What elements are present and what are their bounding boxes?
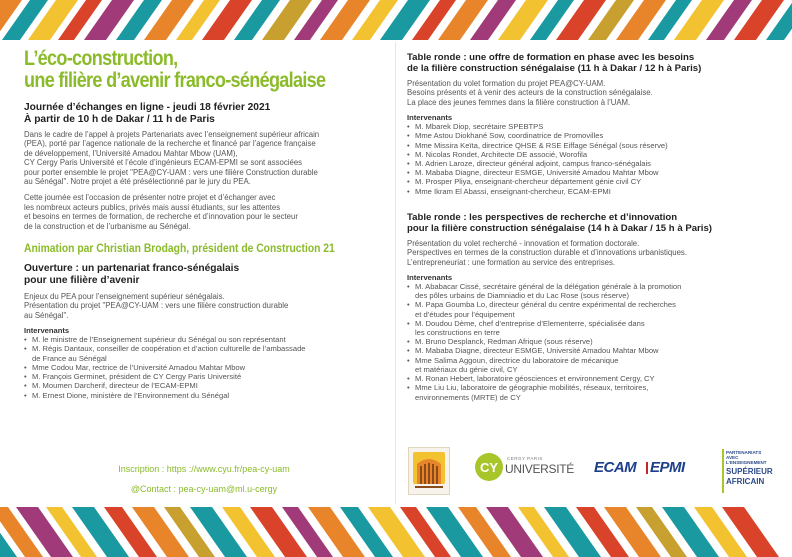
epmi-wordmark: EPMI <box>650 459 685 476</box>
list-item: • M. Moumen Darcherif, directeur de l’ECAM-EPMI <box>24 381 384 390</box>
list-item: • M. Mbarek Diop, secrétaire SPEBTPS <box>407 122 775 131</box>
cy-university-logo <box>474 452 578 482</box>
ecam-wordmark: ECAM <box>594 459 637 476</box>
pea-line4: SUPÉRIEUR <box>726 467 773 476</box>
inscription-link[interactable]: Inscription : https ://www.cyu.fr/pea-cy-uam <box>118 464 290 474</box>
pea-logo <box>722 449 772 495</box>
roundtable2-text: Présentation du volet recherché - innovation et formation doctorale. Perspectives en termes de la construction durable et d’innovations urbanistiques. L’entrepreneuriat : une formation au service des entreprises. <box>407 238 687 267</box>
event-title-line1: L’éco-construction, <box>24 47 178 70</box>
list-item: • Mme Missira Keïta, directrice QHSE & RSE Eiffage Sénégal (sous réserve) <box>407 141 775 150</box>
list-item: • M. Papa Goumba Lo, directeur général du centre expérimental de recherches et d’études pour l’équipement <box>407 300 775 318</box>
event-time: À partir de 10 h de Dakar / 11 h de Paris <box>24 114 215 125</box>
intro-paragraph-2: Cette journée est l’occasion de présenter notre projet et d’échanger avec les nombreux acteurs publics, privés mais aussi étudiants, sur les attentes et besoins en termes de formation, de recherche et d’innovation pour le secteur de la construction et de l’urbanisme au Sénégal. <box>24 193 298 231</box>
column-divider <box>395 42 396 504</box>
list-item: • M. Mababa Diagne, directeur ESMGE, Université Amadou Mahtar Mbow <box>407 168 775 177</box>
list-item: • M. Nicolas Rondet, Architecte DE associé, Worofila <box>407 150 775 159</box>
bottom-stripes <box>0 507 792 557</box>
intro-paragraph-1: Dans le cadre de l’appel à projets Partenariats avec l’enseignement supérieur africain (PEA), porté par l’agence nationale de la recherche et financé par l’agence française de développement, l’Université Amadou Mahtar Mbow (UAM), CY Cergy Paris Université et l’école d’ingénieurs ECAM-EPMI se sont associées pour porter ensemble le projet "PEA@CY-UAM : vers une filière Construction durable au Sénégal". Notre projet a été présélectionné par le jury du PEA. <box>24 130 320 187</box>
left-column <box>24 48 384 400</box>
pea-logo-bar <box>722 449 724 493</box>
ecam-separator <box>646 462 648 474</box>
list-item: • M. Mababa Diagne, directeur ESMGE, Université Amadou Mahtar Mbow <box>407 346 775 355</box>
list-item: • Mme Astou Diokhané Sow, coordinatrice de Promovilles <box>407 131 775 140</box>
event-title <box>24 48 385 92</box>
roundtable2-title: Table ronde : les perspectives de recherche et d’innovation pour la filière construction sénégalaise (14 h à Dakar / 15 h à Paris) <box>407 211 712 234</box>
list-item: • M. Prosper Pliya, enseignant-chercheur département génie civil CY <box>407 177 775 186</box>
svg-text:CY: CY <box>479 460 499 475</box>
pea-line3: L’ENSEIGNEMENT <box>726 460 767 465</box>
cy-logo-wordmark: UNIVERSITÉ <box>505 462 575 476</box>
uam-logo <box>408 447 450 495</box>
pea-line2: AVEC <box>726 455 739 460</box>
opening-title: Ouverture : un partenariat franco-sénégalais pour une filière d’avenir <box>24 263 240 287</box>
roundtable1-speakers-label: Intervenants <box>407 113 453 123</box>
pea-line5: AFRICAIN <box>726 477 765 486</box>
list-item: • M. Adrien Laroze, directeur général adjoint, campus franco-sénégalais <box>407 159 775 168</box>
cy-logo-icon <box>474 452 504 482</box>
animation-heading: Animation par Christian Brodagh, président de Construction 21 <box>24 241 335 256</box>
speakers-label: Intervenants <box>24 326 70 336</box>
list-item: • Mme Ikram El Abassi, enseignant-chercheur, ECAM-EPMI <box>407 187 775 196</box>
event-date: Journée d’échanges en ligne - jeudi 18 février 2021 <box>24 102 271 113</box>
list-item: • Mme Salima Aggoun, directrice du laboratoire de mécanique et matériaux du génie civil, CY <box>407 356 775 374</box>
list-item: • M. Ababacar Cissé, secrétaire général de la délégation générale à la promotion des pôles urbains de Diamniadio et du Lac Rose (sous réserve) <box>407 282 775 300</box>
top-stripes <box>0 0 792 40</box>
uam-emblem-icon <box>409 448 449 494</box>
list-item: • M. François Germinet, président de CY Cergy Paris Université <box>24 372 384 381</box>
ecam-epmi-logo <box>594 459 702 479</box>
opening-speakers-list <box>24 335 384 399</box>
opening-text: Enjeux du PEA pour l’enseignement supérieur sénégalais. Présentation du projet "PEA@CY-UAM : vers une filière construction durable au Sénégal". <box>24 292 289 320</box>
contact-email[interactable]: @Contact : pea-cy-uam@ml.u-cergy <box>130 484 278 494</box>
roundtable2-speakers-list <box>407 282 775 402</box>
roundtable1-title: Table ronde : une offre de formation en phase avec les besoins de la filière construction sénégalaise (11 h à Dakar / 12 h à Paris) <box>407 52 702 74</box>
list-item: • M. Doudou Dème, chef d’entreprise d’Elementerre, spécialisée dans les constructions en terre <box>407 319 775 337</box>
list-item: • Mme Liu Liu, laboratoire de géographie mobilités, réseaux, territoires, environnements (MRTE) de CY <box>407 383 775 401</box>
list-item: • M. Régis Dantaux, conseiller de coopération et d’action culturelle de l’ambassade de France au Sénégal <box>24 344 384 362</box>
event-title-line2: une filière d’avenir franco-sénégalaise <box>24 69 326 92</box>
list-item: • M. Ronan Hebert, laboratoire géosciences et environnement Cergy, CY <box>407 374 775 383</box>
roundtable1-speakers-list <box>407 122 775 196</box>
list-item: • M. Bruno Desplanck, Redman Afrique (sous réserve) <box>407 337 775 346</box>
roundtable2-speakers-label: Intervenants <box>407 273 453 283</box>
list-item: • Mme Codou Mar, rectrice de l’Université Amadou Mahtar Mbow <box>24 363 384 372</box>
pea-line1: PARTENARIATS <box>726 450 762 455</box>
cy-logo-subtitle: CERGY PARIS <box>507 456 543 461</box>
roundtable1-text: Présentation du volet formation du projet PEA@CY-UAM. Besoins présents et à venir des acteurs de la construction sénégalaise. La place des jeunes femmes dans la filière construction à l’UAM. <box>407 79 653 107</box>
list-item: • M. le ministre de l’Enseignement supérieur du Sénégal ou son représentant <box>24 335 384 344</box>
right-column <box>407 52 775 402</box>
list-item: • M. Ernest Dione, ministère de l’Environnement du Sénégal <box>24 391 384 400</box>
